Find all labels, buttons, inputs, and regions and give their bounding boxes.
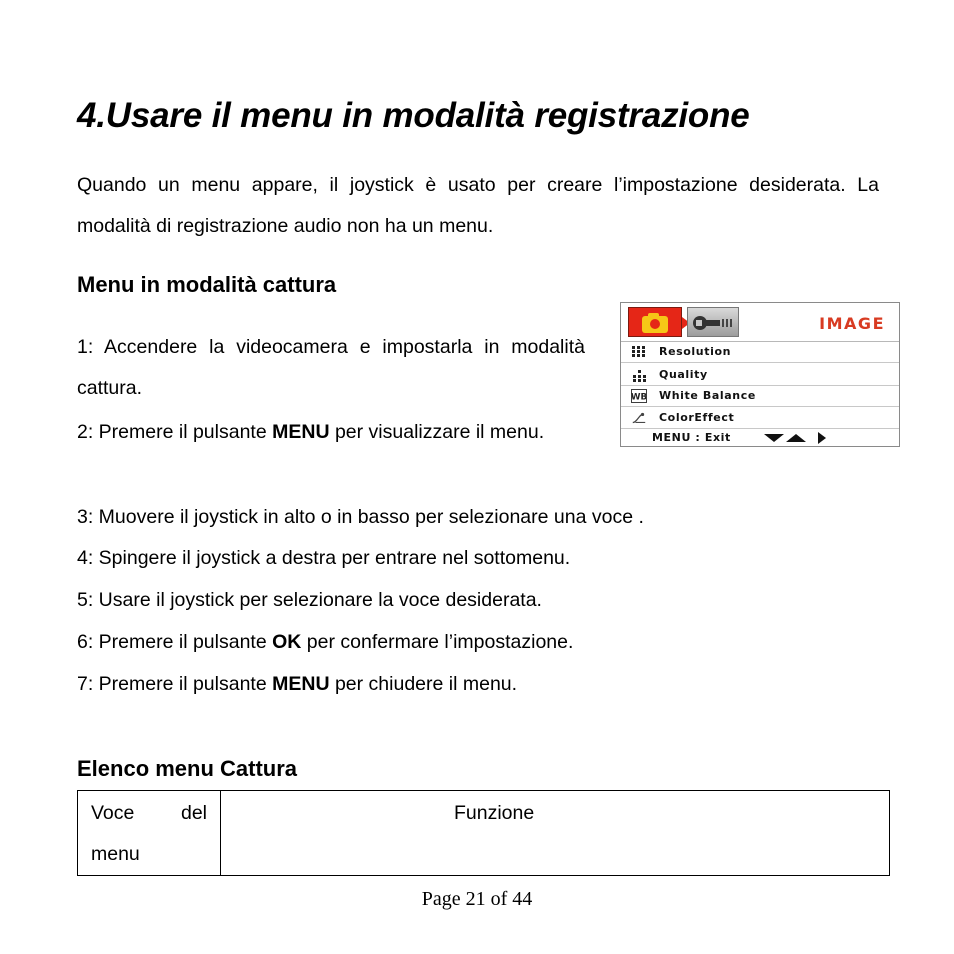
setup-tab xyxy=(687,307,739,337)
menu-exit-hint: MENU : Exit xyxy=(652,431,731,444)
step-1: 1: Accendere la videocamera e impostarla in modalità cattura. xyxy=(77,336,585,399)
navigation-arrows xyxy=(763,431,833,445)
color-effect-icon xyxy=(631,411,647,425)
menu-keyword: MENU xyxy=(272,421,330,443)
intro-paragraph: Quando un menu appare, il joystick è usato per creare l’impostazione desiderata. La modalità di registrazione audio non ha un menu. xyxy=(77,174,879,237)
arrow-down-icon xyxy=(764,434,784,442)
step-4: 4: Spingere il joystick a destra per entrare nel sottomenu. xyxy=(77,547,571,569)
capture-list-heading: Elenco menu Cattura xyxy=(77,756,298,781)
white-balance-icon xyxy=(631,389,647,403)
step-5: 5: Usare il joystick per selezionare la voce desiderata. xyxy=(77,589,542,611)
menu-item-quality xyxy=(621,365,899,386)
table-header-function: Funzione xyxy=(454,802,535,824)
svg-text:WB: WB xyxy=(631,392,647,403)
menu-item-color-effect xyxy=(621,408,899,429)
step-2: 2: Premere il pulsante MENU per visualizzare il menu. xyxy=(77,421,545,443)
menu-item-label: Quality xyxy=(659,368,708,381)
menu-item-label: Resolution xyxy=(659,345,732,358)
menu-item-label: White Balance xyxy=(659,389,756,402)
step-3: 3: Muovere il joystick in alto o in basso per selezionare una voce . xyxy=(77,506,644,528)
menu-item-resolution xyxy=(621,342,899,363)
menu-header-label: IMAGE xyxy=(819,314,885,333)
menu-footer xyxy=(621,429,899,447)
step-6: 6: Premere il pulsante OK per confermare l’impostazione. xyxy=(77,631,574,653)
ok-keyword: OK xyxy=(272,631,302,653)
wrench-icon xyxy=(692,312,736,334)
resolution-icon xyxy=(631,345,647,359)
menu-item-label: ColorEffect xyxy=(659,411,735,424)
arrow-up-icon xyxy=(786,434,806,442)
page-number: Page 21 of 44 xyxy=(421,888,533,910)
step-7: 7: Premere il pulsante MENU per chiudere il menu. xyxy=(77,673,518,695)
menu-keyword: MENU xyxy=(272,673,330,695)
arrow-right-icon xyxy=(818,432,826,444)
camera-tab xyxy=(628,307,682,337)
menu-tab-bar xyxy=(621,303,899,342)
page-title: 4.Usare il menu in modalità registrazione xyxy=(77,96,750,135)
capture-menu-table xyxy=(77,790,890,876)
menu-item-white-balance xyxy=(621,386,899,407)
quality-icon xyxy=(631,368,647,382)
capture-menu-heading: Menu in modalità cattura xyxy=(77,272,337,297)
table-header-item: Voce del menu xyxy=(91,802,207,865)
camera-menu-screenshot xyxy=(620,302,900,447)
